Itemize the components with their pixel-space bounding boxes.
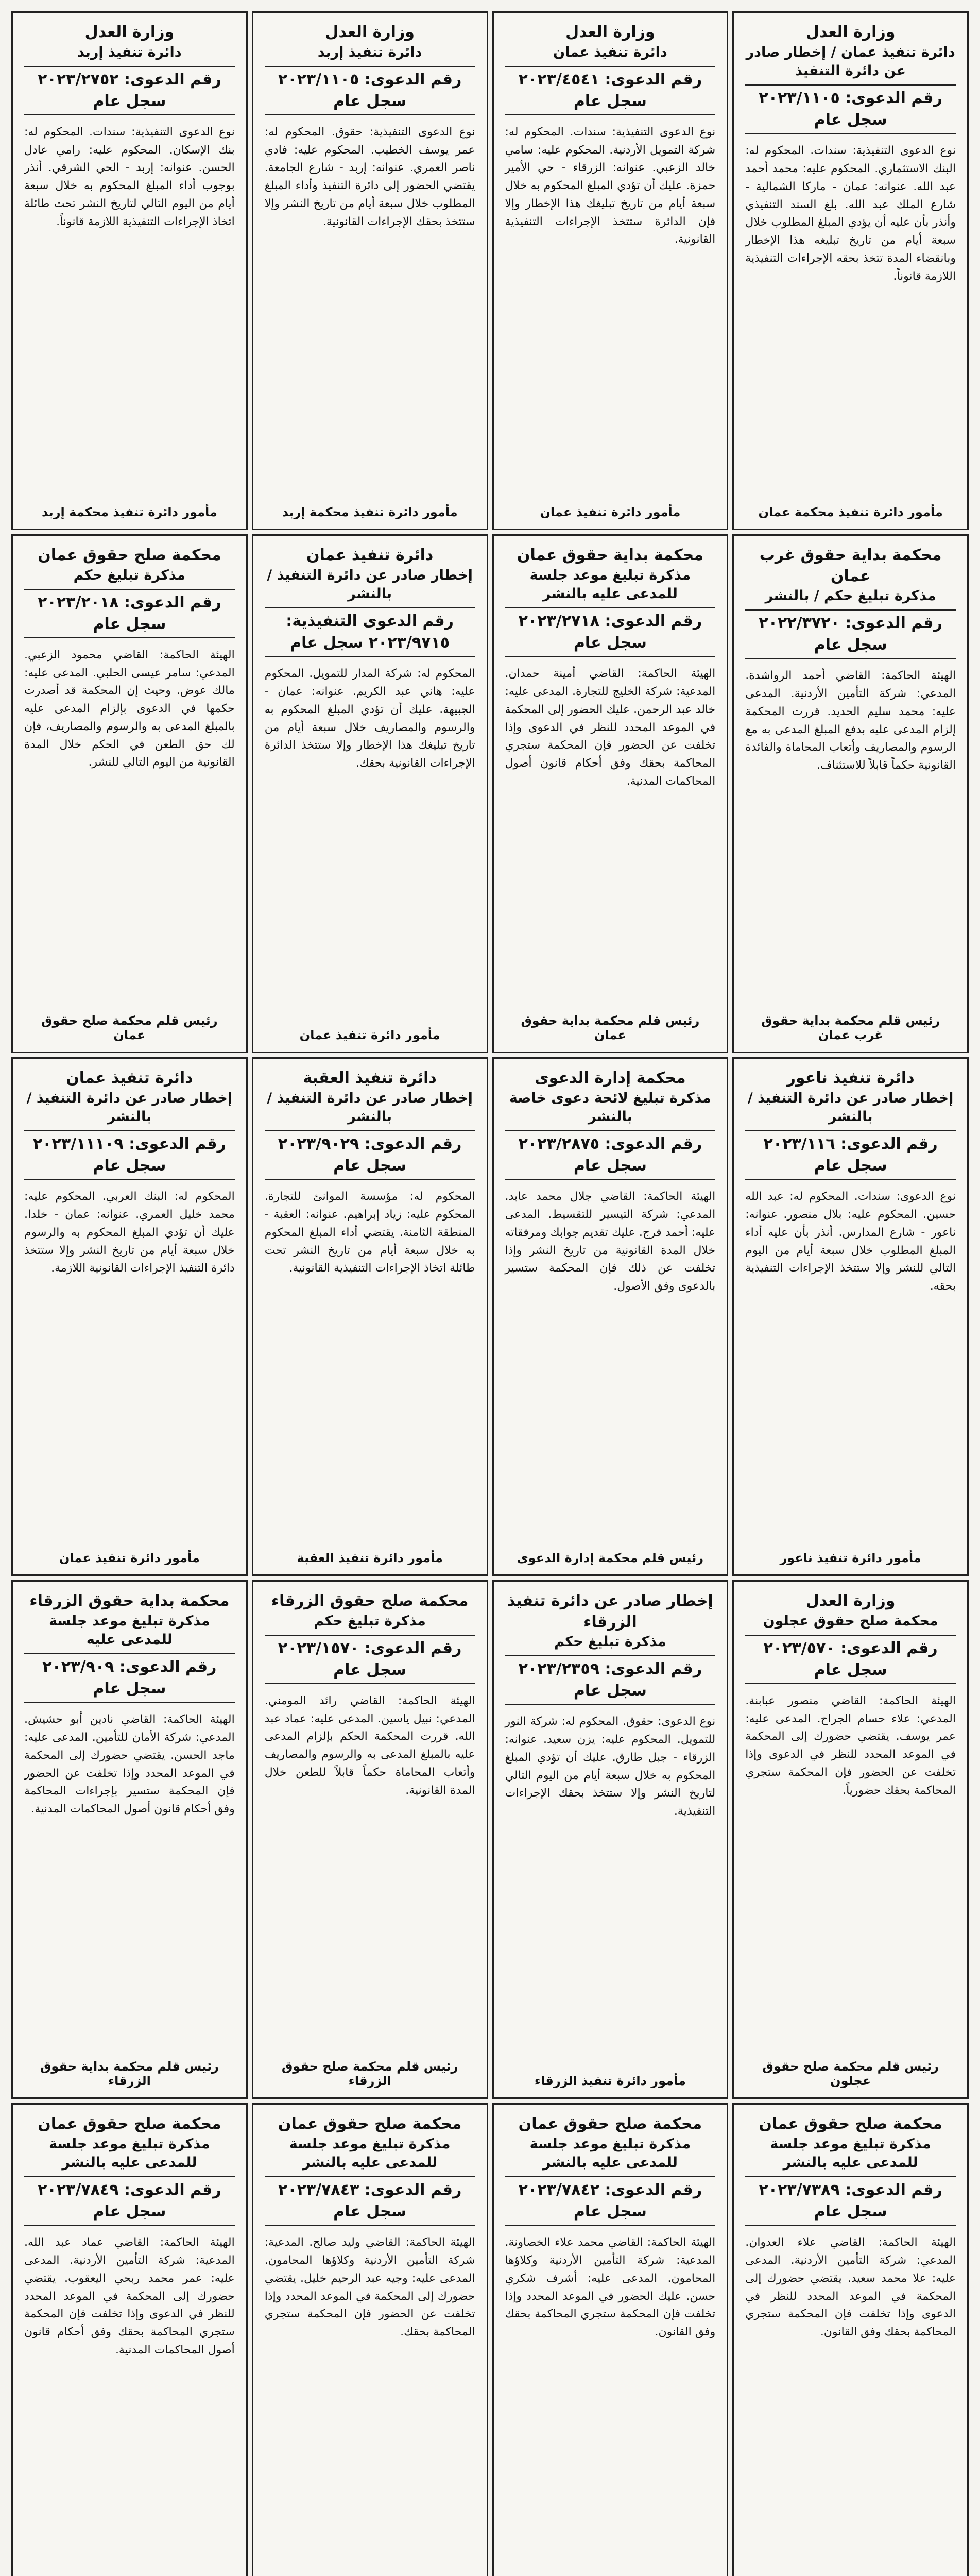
- notice-subtitle: مذكرة تبليغ موعد جلسة للمدعى عليه بالنشر: [49, 2136, 210, 2171]
- notice-18: [492, 2103, 729, 2576]
- notice-subtitle: إخطار صادر عن دائرة التنفيذ / بالنشر: [267, 1090, 473, 1125]
- notice-title: دائرة تنفيذ عمان: [306, 546, 434, 564]
- notice-subtitle: مذكرة تبليغ حكم: [314, 1613, 426, 1629]
- notice-signature: مأمور دائرة تنفيذ عمان: [59, 1551, 200, 1565]
- notice-signature: مأمور دائرة تنفيذ العقبة: [297, 1551, 443, 1565]
- case-number: رقم الدعوى: ٢٠٢٣/٢٨٧٥ سجل عام: [505, 1130, 716, 1180]
- notice-signature: مأمور دائرة تنفيذ الزرقاء: [534, 2074, 686, 2088]
- notice-title: دائرة تنفيذ ناعور: [786, 1069, 915, 1087]
- notice-signature: مأمور دائرة تنفيذ ناعور: [780, 1551, 921, 1565]
- notice-body: نوع الدعوى التنفيذية: سندات. المحكوم له: بنك الإسكان. المحكوم عليه: رامي عادل الحسن. عنوانه: إربد - الحي الشرقي. أنذر بوجوب أداء المبلغ المحكوم به خلال سبعة أيام من اليوم التالي لتاريخ النشر تحت طائلة اتخاذ الإجراءات التنفيذية اللازمة قانوناً.: [24, 125, 235, 228]
- notice-body: الهيئة الحاكمة: القاضي أحمد الرواشدة. المدعي: شركة التأمين الأردنية. المدعى عليه: محمد سليم الحديد. قررت المحكمة إلزام المدعى عليه بدفع المبلغ المدعى به مع الرسوم والمصاريف وأتعاب المحاماة والفائدة القانونية حكماً قابلاً للاستئناف.: [745, 669, 956, 772]
- case-number: رقم الدعوى: ٢٠٢٢/٣٧٢٠ سجل عام: [745, 609, 956, 659]
- notice-subtitle: إخطار صادر عن دائرة التنفيذ / بالنشر: [747, 1090, 954, 1125]
- notice-subtitle: إخطار صادر عن دائرة التنفيذ / بالنشر: [26, 1090, 233, 1125]
- notice-subtitle: مذكرة تبليغ حكم / بالنشر: [765, 588, 936, 604]
- notice-title: إخطار صادر عن دائرة تنفيذ الزرقاء: [507, 1592, 713, 1631]
- notice-body: نوع الدعوى: حقوق. المحكوم له: شركة النور للتمويل. المحكوم عليه: يزن سعيد. عنوانه: الزرقاء - جبل طارق. عليك أن تؤدي المبلغ المحكوم به خلال سبعة أيام من اليوم التالي لتاريخ النشر وإلا ستتخذ بحقك الإجراءات التنفيذية.: [505, 1715, 716, 1818]
- notice-body: الهيئة الحاكمة: القاضي محمد علاء الخصاونة. المدعية: شركة التأمين الأردنية وكلاؤها المحامون. المدعى عليه: أشرف شكري حسن. عليك الحضور في الموعد المحدد وإذا تخلفت فإن المحكمة ستجري المحاكمة بحقك وفق القانون.: [505, 2236, 716, 2339]
- notice-body: الهيئة الحاكمة: القاضي منصور عبابنة. المدعي: علاء حسام الجراح. المدعى عليه: عمر يوسف. يقتضي حضورك إلى المحكمة في الموعد المحدد للنظر في الدعوى وإذا تخلفت عن الحضور فإن المحكمة ستجري المحاكمة بحقك حضورياً.: [745, 1694, 956, 1797]
- notice-3: [252, 11, 488, 530]
- notice-signature: رئيس قلم محكمة بداية حقوق غرب عمان: [761, 1013, 940, 1042]
- case-number: رقم الدعوى: ٢٠٢٣/٢٧٥٢ سجل عام: [24, 66, 235, 115]
- notice-subtitle: مذكرة تبليغ موعد جلسة للمدعى عليه بالنشر: [529, 567, 691, 602]
- notice-title: محكمة صلح حقوق الزرقاء: [271, 1592, 469, 1610]
- notice-title: محكمة صلح حقوق عمان: [759, 2115, 942, 2133]
- notice-title: محكمة صلح حقوق عمان: [518, 2115, 702, 2133]
- notice-title: وزارة العدل: [84, 23, 175, 41]
- case-number: رقم الدعوى: ٢٠٢٣/١١٠٥ سجل عام: [265, 66, 475, 115]
- notice-body: نوع الدعوى: سندات. المحكوم له: عبد الله حسين. المحكوم عليه: بلال منصور. عنوانه: ناعور - شارع المدارس. أنذر بأن عليه أداء المبلغ المطلوب خلال سبعة أيام من اليوم التالي للنشر وإلا ستتخذ الإجراءات التنفيذية بحقه.: [745, 1190, 956, 1293]
- case-number: رقم الدعوى: ٢٠٢٣/١١١٠٩ سجل عام: [24, 1130, 235, 1180]
- notice-title: وزارة العدل: [325, 23, 415, 41]
- notice-title: محكمة بداية حقوق الزرقاء: [29, 1592, 230, 1610]
- case-number: رقم الدعوى: ٢٠٢٣/٧٨٤٣ سجل عام: [265, 2176, 475, 2226]
- case-number: رقم الدعوى: ٢٠٢٣/٢٠١٨ سجل عام: [24, 589, 235, 638]
- notice-title: وزارة العدل: [565, 23, 655, 41]
- notice-signature: مأمور دائرة تنفيذ عمان: [540, 505, 681, 519]
- notice-signature: رئيس قلم محكمة صلح حقوق الزرقاء: [281, 2059, 458, 2088]
- notice-title: وزارة العدل: [805, 23, 896, 41]
- notice-19: [252, 2103, 488, 2576]
- notice-title: وزارة العدل: [805, 1592, 896, 1610]
- notice-body: الهيئة الحاكمة: القاضي عماد عبد الله. المدعية: شركة التأمين الأردنية. المدعى عليه: عمر محمد ربحي اليعقوب. يقتضي حضورك إلى المحكمة في الموعد المحدد للنظر في الدعوى وإذا تخلفت فإن المحكمة ستجري المحاكمة بحقك وفق أحكام قانون أصول المحاكمات المدنية.: [24, 2236, 235, 2357]
- notice-7: [252, 534, 488, 1053]
- notice-signature: رئيس قلم محكمة صلح حقوق عجلون: [762, 2059, 939, 2088]
- notice-body: نوع الدعوى التنفيذية: حقوق. المحكوم له: عمر يوسف الخطيب. المحكوم عليه: فادي ناصر العمري. عنوانه: إربد - شارع الجامعة. يقتضي الحضور إلى دائرة التنفيذ وأداء المبلغ المطلوب خلال سبعة أيام من تاريخ النشر وإلا ستتخذ بحقك الإجراءات القانونية.: [264, 125, 475, 228]
- case-number: رقم الدعوى: ٢٠٢٣/٢٧١٨ سجل عام: [505, 607, 716, 657]
- notice-title: محكمة صلح حقوق عمان: [38, 2115, 221, 2133]
- notice-signature: مأمور دائرة تنفيذ محكمة إربد: [282, 505, 458, 519]
- case-number: رقم الدعوى: ٢٠٢٣/١١٦ سجل عام: [745, 1130, 956, 1180]
- notice-signature: رئيس قلم محكمة إدارة الدعوى: [517, 1551, 704, 1565]
- notice-subtitle: مذكرة تبليغ حكم: [73, 567, 186, 583]
- case-number: رقم الدعوى: ٢٠٢٣/٩٠٢٩ سجل عام: [265, 1130, 475, 1180]
- notice-title: دائرة تنفيذ عمان: [66, 1069, 193, 1087]
- notice-title: دائرة تنفيذ العقبة: [303, 1069, 437, 1087]
- notice-15: [252, 1580, 488, 2099]
- notice-4: [11, 11, 248, 530]
- notice-subtitle: مذكرة تبليغ موعد جلسة للمدعى عليه بالنشر: [770, 2136, 931, 2171]
- notice-title: محكمة بداية حقوق غرب عمان: [759, 546, 942, 585]
- notice-17: [732, 2103, 969, 2576]
- case-number: رقم الدعوى: ٢٠٢٣/٧٨٤٩ سجل عام: [24, 2176, 235, 2226]
- notice-5: [732, 534, 969, 1053]
- notice-title: محكمة صلح حقوق عمان: [278, 2115, 462, 2133]
- notice-body: نوع الدعوى التنفيذية: سندات. المحكوم له: شركة التمويل الأردنية. المحكوم عليه: سامي خالد الزعبي. عنوانه: الزرقاء - حي الأمير حمزة. عليك أن تؤدي المبلغ المحكوم به خلال سبعة أيام من تاريخ تبليغك هذا الإخطار وإلا فإن الدائرة ستتخذ الإجراءات التنفيذية القانونية.: [505, 125, 716, 246]
- notice-signature: مأمور دائرة تنفيذ محكمة إربد: [41, 505, 217, 519]
- notice-subtitle: دائرة تنفيذ إربد: [77, 44, 182, 60]
- notice-body: الهيئة الحاكمة: القاضي أمينة حمدان. المدعية: شركة الخليج للتجارة. المدعى عليه: خالد عبد الرحمن. عليك الحضور إلى المحكمة في الموعد المحدد للنظر في الدعوى وإذا تخلفت عن الحضور فإن المحكمة ستجري المحاكمة بحقك وفق أحكام قانون أصول المحاكمات المدنية.: [505, 667, 716, 788]
- notice-2: [492, 11, 729, 530]
- notice-subtitle: مذكرة تبليغ موعد جلسة للمدعى عليه بالنشر: [529, 2136, 691, 2171]
- notice-subtitle: إخطار صادر عن دائرة التنفيذ / بالنشر: [267, 567, 473, 602]
- notice-body: الهيئة الحاكمة: القاضي محمود الزعبي. المدعي: سامر عيسى الحلبي. المدعى عليه: مالك عوض. وحيث إن المحكمة قد أصدرت حكمها في الدعوى بإلزام المدعى عليه بالمبلغ المدعى به والرسوم والمصاريف، فإن لك حق الطعن في الحكم خلال المدة القانونية من اليوم التالي للنشر.: [24, 648, 235, 769]
- notice-9: [732, 1057, 969, 1576]
- case-number: رقم الدعوى التنفيذية: ٢٠٢٣/٩٧١٥ سجل عام: [265, 607, 475, 657]
- notice-14: [492, 1580, 729, 2099]
- notice-body: المحكوم له: مؤسسة الموانئ للتجارة. المحكوم عليه: زياد إبراهيم. عنوانه: العقبة - المنطقة الثامنة. يقتضي أداء المبلغ المحكوم به خلال سبعة أيام من تاريخ النشر تحت طائلة اتخاذ الإجراءات التنفيذية القانونية.: [264, 1190, 475, 1275]
- case-number: رقم الدعوى: ٢٠٢٣/١٥٧٠ سجل عام: [265, 1635, 475, 1684]
- notice-body: الهيئة الحاكمة: القاضي رائد المومني. المدعي: نبيل ياسين. المدعى عليه: عماد عبد الله. قررت المحكمة الحكم بإلزام المدعى عليه بالمبلغ المدعى به والرسوم والمصاريف وأتعاب المحاماة حكماً قابلاً للطعن خلال المدة القانونية.: [264, 1694, 475, 1797]
- notice-subtitle: مذكرة تبليغ موعد جلسة للمدعى عليه: [49, 1613, 210, 1648]
- notice-signature: رئيس قلم محكمة بداية حقوق الزرقاء: [40, 2059, 219, 2088]
- notice-subtitle: مذكرة تبليغ لائحة دعوى خاصة بالنشر: [509, 1090, 711, 1125]
- notice-16: [11, 1580, 248, 2099]
- notice-subtitle: مذكرة تبليغ حكم: [554, 1634, 666, 1650]
- notice-signature: مأمور دائرة تنفيذ محكمة عمان: [758, 505, 943, 519]
- case-number: رقم الدعوى: ٢٠٢٣/١١٠٥ سجل عام: [745, 84, 956, 134]
- notice-13: [732, 1580, 969, 2099]
- notice-subtitle: مذكرة تبليغ موعد جلسة للمدعى عليه بالنشر: [289, 2136, 451, 2171]
- case-number: رقم الدعوى: ٢٠٢٣/٧٨٤٢ سجل عام: [505, 2176, 716, 2226]
- notice-subtitle: دائرة تنفيذ إربد: [317, 44, 422, 60]
- notices-grid: [9, 9, 971, 2576]
- notice-12: [11, 1057, 248, 1576]
- notice-subtitle: محكمة صلح حقوق عجلون: [763, 1613, 938, 1629]
- notice-title: محكمة إدارة الدعوى: [535, 1069, 686, 1087]
- case-number: رقم الدعوى: ٢٠٢٣/٩٠٩ سجل عام: [24, 1653, 235, 1703]
- notice-1: [732, 11, 969, 530]
- case-number: رقم الدعوى: ٢٠٢٣/٥٧٠ سجل عام: [745, 1635, 956, 1684]
- notice-signature: مأمور دائرة تنفيذ عمان: [299, 1028, 440, 1042]
- notice-8: [11, 534, 248, 1053]
- notice-10: [492, 1057, 729, 1576]
- notice-body: المحكوم له: شركة المدار للتمويل. المحكوم عليه: هاني عبد الكريم. عنوانه: عمان - الجبيهة. عليك أن تؤدي المبلغ المحكوم به والرسوم والمصاريف خلال سبعة أيام من تاريخ تبليغك هذا الإخطار وإلا ستتخذ الدائرة الإجراءات القانونية بحقك.: [264, 667, 475, 770]
- notice-body: الهيئة الحاكمة: القاضي جلال محمد عابد. المدعي: شركة التيسير للتقسيط. المدعى عليه: أحمد فرج. عليك تقديم جوابك ومرفقاته خلال المدة القانونية من تاريخ النشر وإذا تخلفت عن ذلك فإن المحكمة ستسير بالدعوى وفق الأصول.: [505, 1190, 716, 1293]
- notice-6: [492, 534, 729, 1053]
- notice-subtitle: دائرة تنفيذ عمان: [553, 44, 667, 60]
- case-number: رقم الدعوى: ٢٠٢٣/٤٥٤١ سجل عام: [505, 66, 716, 115]
- notice-title: محكمة صلح حقوق عمان: [38, 546, 221, 564]
- notice-20: [11, 2103, 248, 2576]
- case-number: رقم الدعوى: ٢٠٢٣/٧٣٨٩ سجل عام: [745, 2176, 956, 2226]
- notice-signature: رئيس قلم محكمة صلح حقوق عمان: [41, 1013, 218, 1042]
- notice-body: الهيئة الحاكمة: القاضي وليد صالح. المدعية: شركة التأمين الأردنية وكلاؤها المحامون. المدعى عليه: وجيه عبد الرحيم خليل. يقتضي حضورك إلى المحكمة في الموعد المحدد وإذا تخلفت عن الحضور فإن المحكمة ستجري المحاكمة بحقك.: [264, 2236, 475, 2339]
- case-number: رقم الدعوى: ٢٠٢٣/٢٣٥٩ سجل عام: [505, 1655, 716, 1705]
- notice-body: نوع الدعوى التنفيذية: سندات. المحكوم له: البنك الاستثماري. المحكوم عليه: محمد أحمد عبد الله. عنوانه: عمان - ماركا الشمالية - شارع الملك عبد الله. بلغ السند التنفيذي وأنذر بأن عليه أن يؤدي المبلغ المطلوب خلال سبعة أيام من تاريخ تبليغه هذا الإخطار وبانقضاء المدة تتخذ بحقه الإجراءات التنفيذية اللازمة قانوناً.: [745, 144, 956, 283]
- notice-title: محكمة بداية حقوق عمان: [517, 546, 703, 564]
- notice-body: المحكوم له: البنك العربي. المحكوم عليه: محمد خليل العمري. عنوانه: عمان - خلدا. عليك أن تؤدي المبلغ المحكوم به والرسوم خلال سبعة أيام من تاريخ النشر وإلا ستتخذ دائرة التنفيذ الإجراءات القانونية اللازمة.: [24, 1190, 235, 1275]
- notice-signature: رئيس قلم محكمة بداية حقوق عمان: [521, 1013, 700, 1042]
- notice-11: [252, 1057, 488, 1576]
- notice-body: الهيئة الحاكمة: القاضي علاء العدوان. المدعي: شركة التأمين الأردنية. المدعى عليه: علا محمد سعيد. يقتضي حضورك إلى المحكمة في الموعد المحدد للنظر في الدعوى وإذا تخلفت فإن المحكمة ستجري المحاكمة بحقك وفق القانون.: [745, 2236, 956, 2339]
- notice-subtitle: دائرة تنفيذ عمان / إخطار صادر عن دائرة التنفيذ: [746, 44, 955, 79]
- notice-body: الهيئة الحاكمة: القاضي نادين أبو حشيش. المدعي: شركة الأمان للتأمين. المدعى عليه: ماجد الحسن. يقتضي حضورك إلى المحكمة في الموعد المحدد وإذا تخلفت عن الحضور فإن المحكمة ستسير بإجراءات المحاكمة وفق أحكام قانون أصول المحاكمات المدنية.: [24, 1713, 235, 1816]
